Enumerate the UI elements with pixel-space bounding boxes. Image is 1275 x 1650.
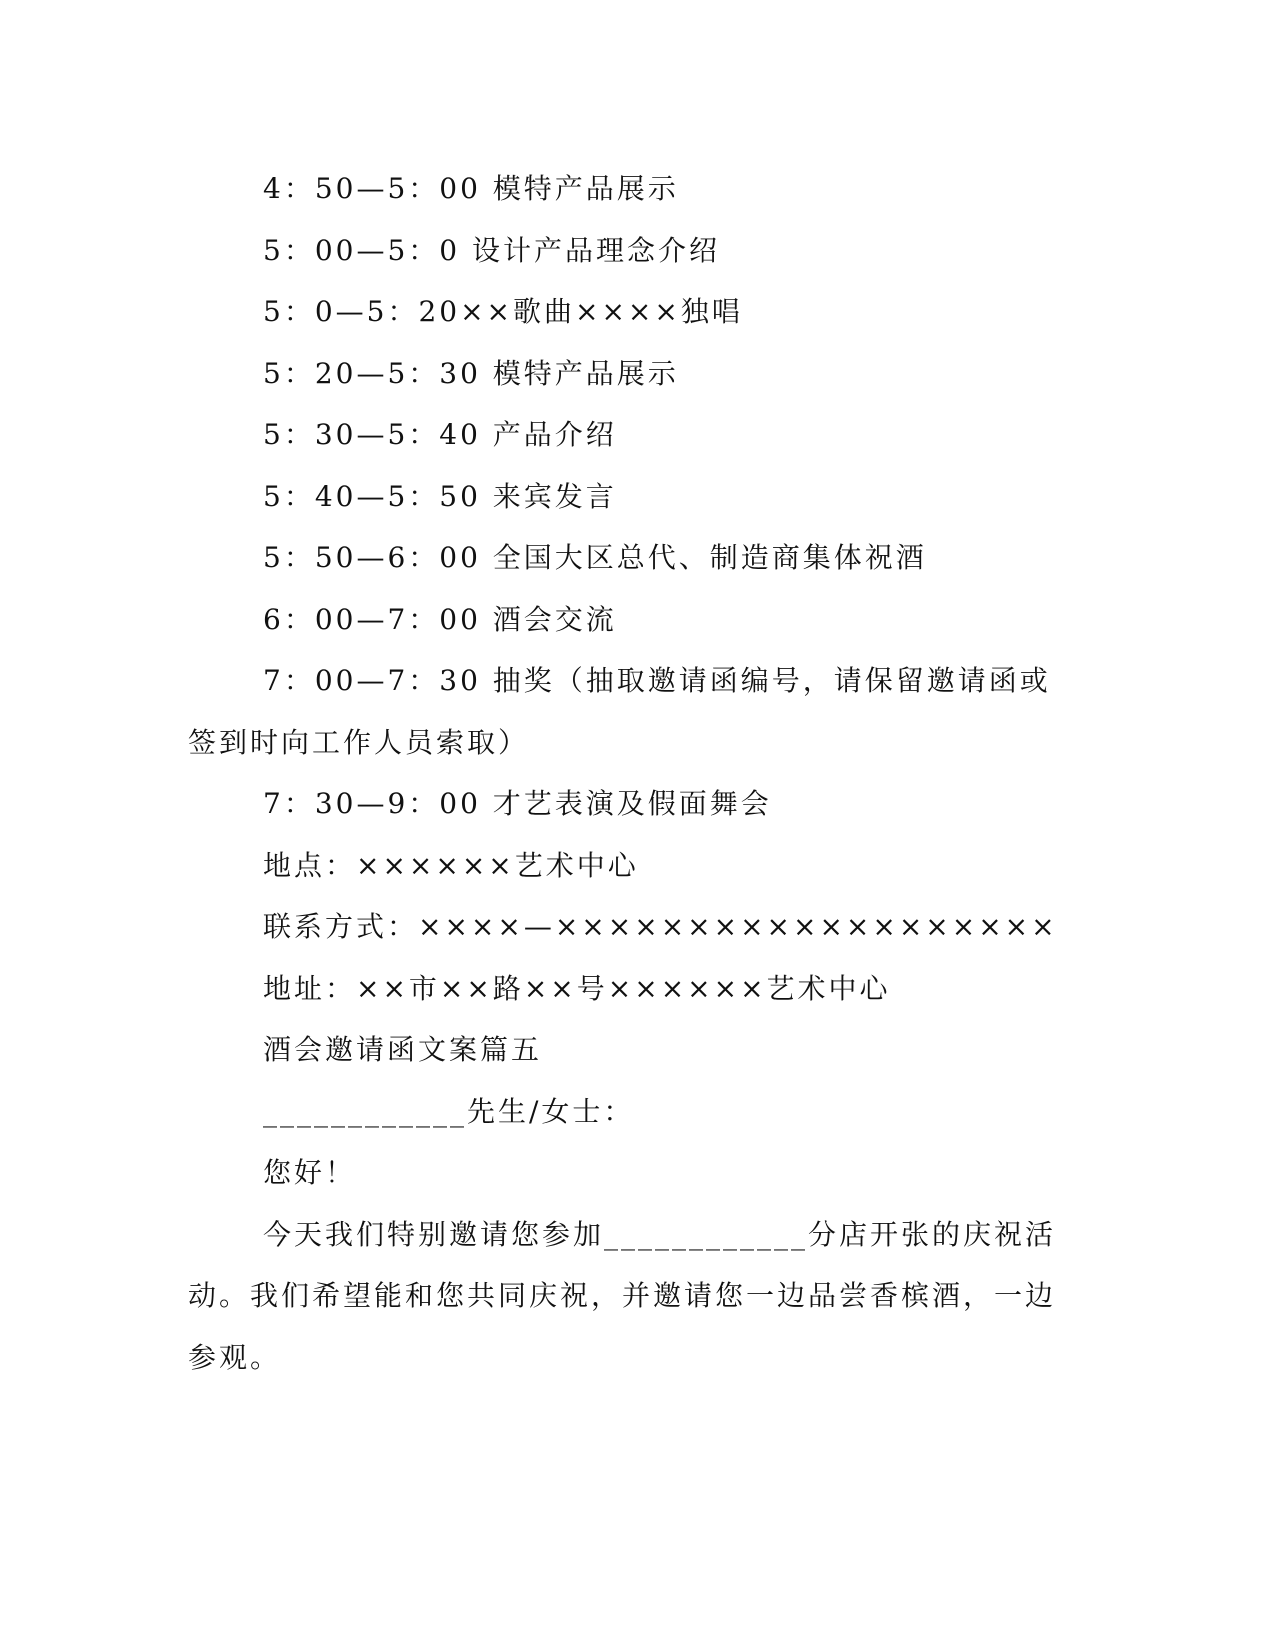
salutation-line: ____________先生/女士： — [263, 1094, 635, 1128]
schedule-item: 5：00—5：0 设计产品理念介绍 — [263, 233, 720, 267]
schedule-item: 5：20—5：30 模特产品展示 — [263, 356, 679, 390]
schedule-item: 5：0—5：20××歌曲××××独唱 — [263, 295, 743, 328]
schedule-item: 5：40—5：50 来宾发言 — [263, 479, 617, 513]
schedule-item: 5：50—6：00 全国大区总代、制造商集体祝酒 — [263, 541, 927, 574]
section-heading: 酒会邀请函文案篇五 — [263, 1033, 543, 1066]
schedule-item: 7：00—7：30 抽奖（抽取邀请函编号，请保留邀请函或签到时向工作人员索取） — [188, 664, 1051, 759]
document-body — [188, 158, 1078, 1388]
address-line: 地址：××市××路××号××××××艺术中心 — [263, 971, 891, 1005]
schedule-item: 5：30—5：40 产品介绍 — [263, 418, 617, 451]
greeting-line: 您好！ — [263, 1156, 357, 1189]
schedule-item: 4：50—5：00 模特产品展示 — [263, 172, 679, 205]
venue-line: 地点：××××××艺术中心 — [263, 848, 639, 882]
schedule-item: 7：30—9：00 才艺表演及假面舞会 — [263, 787, 772, 820]
contact-line: 联系方式：××××—××××××××××××××××××× — [263, 910, 1058, 943]
invitation-paragraph: 今天我们特别邀请您参加____________分店开张的庆祝活动。我们希望能和您共同庆祝，并邀请您一边品尝香槟酒，一边参观。 — [188, 1217, 1057, 1374]
schedule-item: 6：00—7：00 酒会交流 — [263, 602, 617, 636]
